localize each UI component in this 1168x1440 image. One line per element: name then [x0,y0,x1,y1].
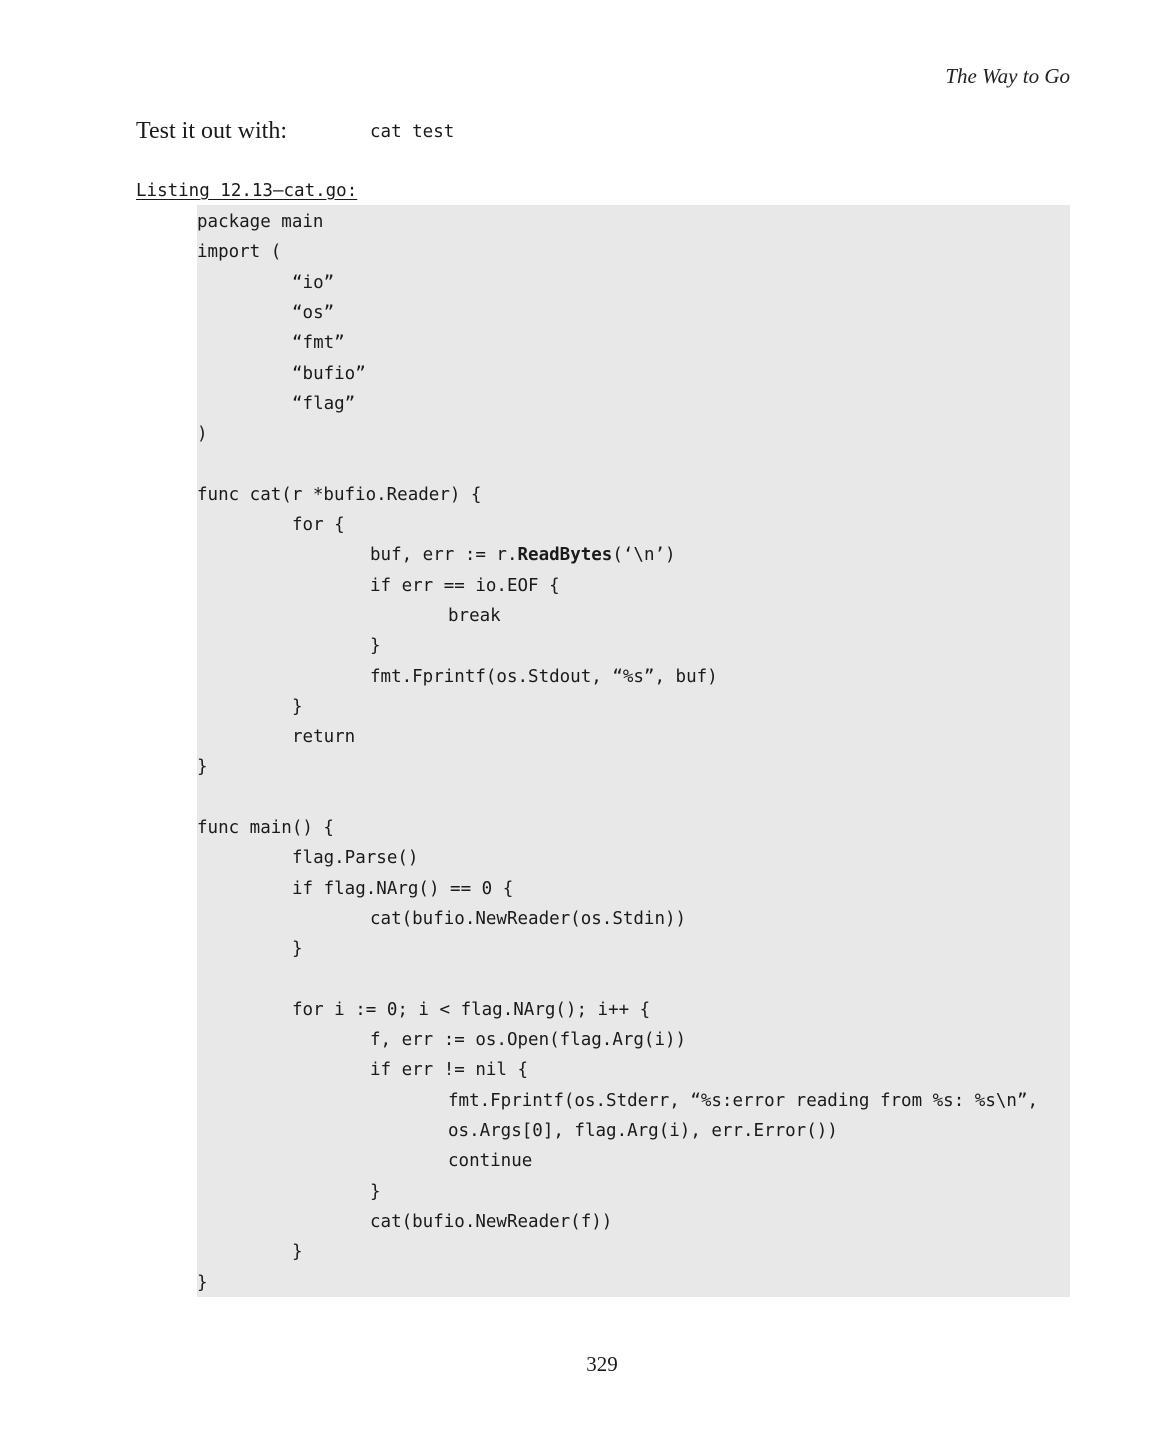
code-line [197,813,334,843]
code-text: } [292,1242,303,1263]
code-line [448,1146,532,1176]
code-line [292,328,345,358]
code-text: os.Args[0], flag.Arg(i), err.Error()) [448,1121,838,1141]
code-text: fmt.Fprintf(os.Stderr, “%s:error reading from %s: %s\n”, [448,1090,1039,1111]
code-line [292,359,366,389]
test-command: cat test [370,122,455,142]
code-line [370,1207,612,1237]
code-line [197,752,208,782]
code-text: buf, err := r. [370,545,518,566]
code-text: “os” [292,302,335,323]
code-line [292,692,303,722]
code-text: ) [197,424,208,445]
code-text: } [197,1272,208,1293]
code-line [292,1237,303,1267]
code-line [197,207,323,237]
code-line [292,268,334,298]
code-text: func cat(r *bufio.Reader) { [197,484,482,505]
code-line [292,510,345,540]
code-text: return [292,727,356,748]
code-listing [197,205,1070,1297]
code-text: if flag.NArg() == 0 { [292,878,514,899]
code-text: “bufio” [292,363,366,384]
code-line [197,480,481,510]
code-text: continue [448,1151,533,1172]
code-text: “flag” [292,393,356,414]
code-text: import ( [197,242,282,263]
code-line [370,631,381,661]
code-line [292,874,513,904]
code-text: “io” [292,272,335,293]
code-text: for { [292,515,345,535]
code-line [370,662,718,692]
code-text: } [197,757,208,778]
code-text: if err != nil { [370,1060,529,1081]
code-text: fmt.Fprintf(os.Stdout, “%s”, buf) [370,666,718,687]
code-text: if err == io.EOF { [370,575,560,596]
code-line [448,1116,838,1146]
code-line [197,1268,208,1298]
code-line [197,237,281,267]
listing-caption: Listing 12.13—cat.go: [136,181,358,201]
code-text: } [292,939,303,960]
code-line [370,540,676,570]
code-line [370,904,686,934]
code-line [370,1025,686,1055]
code-text: (‘\n’) [612,545,676,566]
test-label: Test it out with: [136,118,287,144]
code-line [197,419,208,449]
code-text: cat(bufio.NewReader(os.Stdin)) [370,908,687,929]
code-line [292,934,303,964]
code-line [292,298,334,328]
code-text: package main [197,212,324,232]
test-instruction [136,116,455,146]
code-line [292,389,355,419]
code-line [292,843,418,873]
page-number: 329 [586,1352,618,1376]
code-line [370,1055,528,1085]
code-line [292,995,650,1025]
code-line [448,601,501,631]
code-text: f, err := os.Open(flag.Arg(i)) [370,1030,687,1051]
code-text: break [448,605,501,626]
code-text: func main() { [197,818,334,838]
code-text: } [292,696,303,717]
code-text: “fmt” [292,333,345,354]
code-line [370,1177,381,1207]
code-line [292,722,355,752]
code-line [448,1086,1038,1116]
code-text: } [370,1181,381,1202]
code-text: flag.Parse() [292,848,419,869]
running-header: The Way to Go [945,64,1070,88]
code-method-emphasis: ReadBytes [517,545,613,566]
code-text: } [370,636,381,657]
code-line [370,571,560,601]
code-text: cat(bufio.NewReader(f)) [370,1211,613,1232]
code-text: for i := 0; i < flag.NArg(); i++ { [292,999,651,1020]
